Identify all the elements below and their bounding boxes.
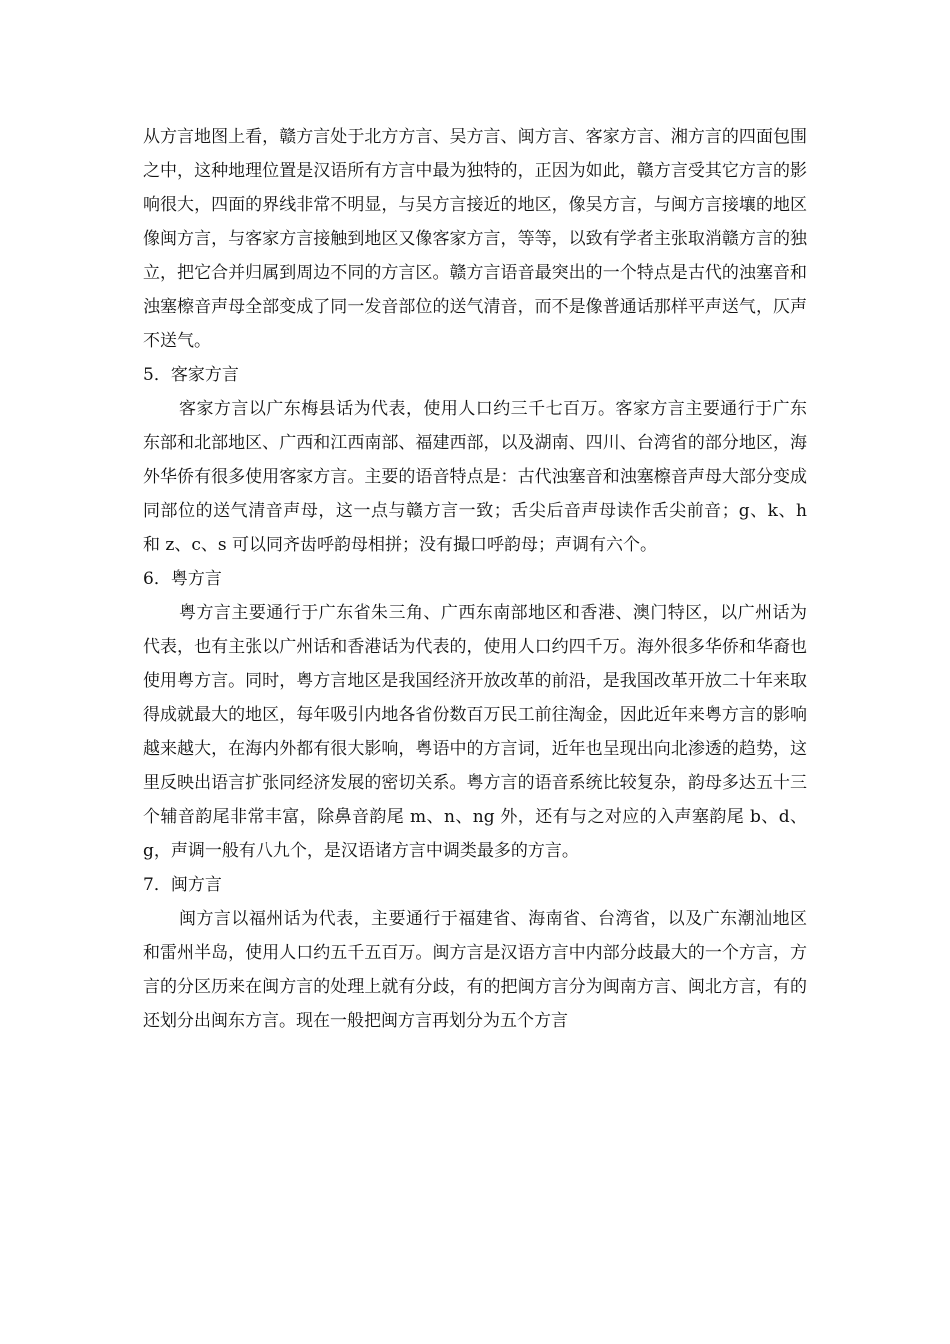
section-heading-yue: 6．粤方言	[143, 569, 222, 589]
section-heading-min: 7．闽方言	[143, 875, 222, 895]
section-body-hakka: 客家方言以广东梅县话为代表，使用人口约三千七百万。客家方言主要通行于广东东部和北部地区、广西和江西南部、福建西部，以及湖南、四川、台湾省的部分地区，海外华侨有很多使用客家方言。主要的语音特点是：古代浊塞音和浊塞檫音声母大部分变成同部位的送气清音声母，这一点与赣方言一致；舌尖后音声母读作舌尖前音；g、k、h 和 z、c、s 可以同齐齿呼韵母相拼；没有撮口呼韵母；声调有六个。	[143, 399, 807, 555]
document-page	[143, 120, 807, 1038]
section-heading-hakka: 5．客家方言	[143, 365, 239, 385]
section-body-min: 闽方言以福州话为代表，主要通行于福建省、海南省、台湾省，以及广东潮汕地区和雷州半岛，使用人口约五千五百万。闽方言是汉语方言中内部分歧最大的一个方言，方言的分区历来在闽方言的处理上就有分歧，有的把闽方言分为闽南方言、闽北方言，有的还划分出闽东方言。现在一般把闽方言再划分为五个方言	[143, 909, 807, 1031]
intro-paragraph: 从方言地图上看，赣方言处于北方方言、吴方言、闽方言、客家方言、湘方言的四面包围之中，这种地理位置是汉语所有方言中最为独特的，正因为如此，赣方言受其它方言的影响很大，四面的界线非常不明显，与吴方言接近的地区，像吴方言，与闽方言接壤的地区像闽方言，与客家方言接触到地区又像客家方言，等等，以致有学者主张取消赣方言的独立，把它合并归属到周边不同的方言区。赣方言语音最突出的一个特点是古代的浊塞音和浊塞檫音声母全部变成了同一发音部位的送气清音，而不是像普通话那样平声送气，仄声不送气。	[143, 127, 807, 351]
section-body-yue: 粤方言主要通行于广东省朱三角、广西东南部地区和香港、澳门特区，以广州话为代表，也有主张以广州话和香港话为代表的，使用人口约四千万。海外很多华侨和华裔也使用粤方言。同时，粤方言地区是我国经济开放改革的前沿，是我国改革开放二十年来取得成就最大的地区，每年吸引内地各省份数百万民工前往淘金，因此近年来粤方言的影响越来越大，在海内外都有很大影响，粤语中的方言词，近年也呈现出向北渗透的趋势，这里反映出语言扩张同经济发展的密切关系。粤方言的语音系统比较复杂，韵母多达五十三个辅音韵尾非常丰富，除鼻音韵尾 m、n、ng 外，还有与之对应的入声塞韵尾 b、d、g，声调一般有八九个，是汉语诸方言中调类最多的方言。	[143, 603, 807, 861]
